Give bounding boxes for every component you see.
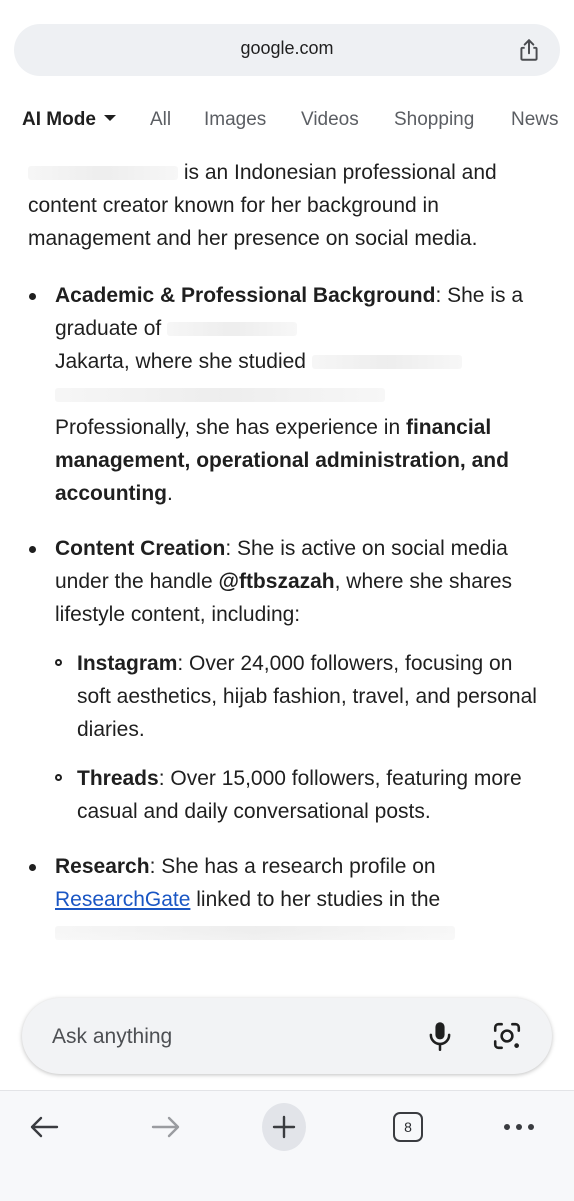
list-item-threads: Threads: Over 15,000 followers, featuring more casual and daily conversational posts. (55, 762, 548, 828)
list-item-content-creation: Content Creation: She is active on social media under the handle @ftbszazah, where she shares lifestyle content, including: Instagram: Over 24,000 followers, focusing on soft aesthetics, hijab fashion, travel, and personal diaries. Threads: Over 15,000 followers, featuring more casual and daily conversational posts. (28, 532, 548, 828)
redacted-name (28, 166, 178, 180)
ai-answer (28, 156, 548, 971)
more-horizontal-icon (502, 1122, 536, 1132)
sub-list (55, 647, 548, 828)
social-handle: @ftbszazah (218, 570, 335, 593)
content-fade (0, 930, 574, 990)
search-tabs (0, 104, 574, 140)
bottom-navigation (0, 1090, 574, 1201)
arrow-right-icon (149, 1113, 183, 1141)
tab-switcher-button[interactable] (386, 1105, 430, 1149)
redacted-text (167, 322, 297, 336)
forward-button[interactable] (144, 1105, 188, 1149)
tab-all[interactable]: All (150, 109, 172, 130)
share-icon[interactable] (516, 37, 542, 63)
plus-icon (262, 1103, 306, 1151)
list-item-academic: Academic & Professional Background: She is a graduate of Jakarta, where she studied Professionally, she has experience in financial management, operational administration, and accounting. (28, 279, 548, 510)
tab-count: 8 (393, 1112, 423, 1142)
chevron-down-icon (104, 115, 116, 121)
tab-ai-mode[interactable] (22, 109, 116, 131)
tab-images[interactable]: Images (204, 109, 267, 130)
google-lens-icon[interactable] (492, 1021, 522, 1051)
url-text: google.com (240, 38, 334, 58)
ask-bar (22, 998, 552, 1074)
ask-input[interactable] (50, 1020, 394, 1054)
list-item-research: Research: She has a research profile on ResearchGate linked to her studies in the (28, 850, 548, 949)
address-bar[interactable] (14, 24, 560, 76)
tab-videos[interactable]: Videos (301, 109, 359, 130)
tab-news[interactable]: News (511, 109, 559, 130)
arrow-left-icon (27, 1113, 61, 1141)
researchgate-link[interactable]: ResearchGate (55, 888, 191, 911)
new-tab-button[interactable] (262, 1105, 306, 1149)
microphone-icon[interactable] (426, 1020, 454, 1052)
redacted-text (312, 355, 462, 369)
more-menu-button[interactable] (497, 1105, 541, 1149)
answer-list (28, 279, 548, 949)
redacted-text (55, 388, 385, 402)
list-item-instagram: Instagram: Over 24,000 followers, focusing on soft aesthetics, hijab fashion, travel, and personal diaries. (55, 647, 548, 746)
tab-shopping[interactable]: Shopping (394, 109, 475, 130)
back-button[interactable] (22, 1105, 66, 1149)
intro-paragraph: is an Indonesian professional and content creator known for her background in management and her presence on social media. (28, 161, 497, 250)
tab-label: AI Mode (22, 109, 96, 130)
